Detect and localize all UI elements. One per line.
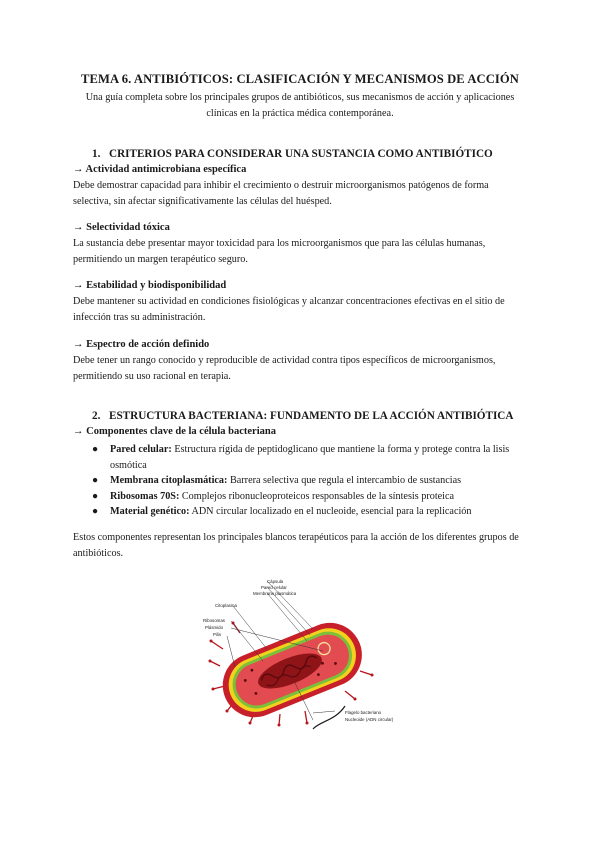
section-1-heading — [92, 148, 493, 160]
page-title: TEMA 6. ANTIBIÓTICOS: CLASIFICACIÓN Y MECANISMOS DE ACCIÓN — [80, 72, 519, 86]
arrow-icon: → — [73, 164, 84, 175]
list-item: ● Material genético: ADN circular localizado en el nucleoide, esencial para la replicación — [92, 504, 532, 520]
section-2-heading — [92, 410, 513, 422]
section-2-title: ESTRUCTURA BACTERIANA: FUNDAMENTO DE LA ACCIÓN ANTIBIÓTICA — [109, 410, 514, 422]
criterion-1-text: Debe demostrar capacidad para inhibir el crecimiento o destruir microorganismos patógenos de forma selectiva, sin afectar significativamente las células del huésped. — [73, 180, 489, 207]
bacterial-cell-diagram — [195, 571, 405, 731]
arrow-icon: → — [73, 426, 84, 437]
criterion-2-title: → Selectividad tóxica — [73, 222, 170, 233]
bullet-icon: ● — [92, 506, 99, 517]
label-citoplasma: Citoplasma — [215, 603, 237, 608]
criterion-3-text: Debe mantener su actividad en condiciones fisiológicas y alcanzar concentraciones efectivas en el sitio de infección tras su administración. — [73, 296, 505, 323]
bullet-icon: ● — [92, 490, 99, 502]
components-title: → Componentes clave de la célula bacteriana — [73, 426, 276, 437]
label-flagelo: Flagelo bacteriano — [345, 710, 382, 715]
list-item: ● Ribosomas 70S: Complejos ribonucleoproteicos responsables de la síntesis proteica — [92, 489, 532, 505]
criterion-2-text: La sustancia debe presentar mayor toxicidad para los microorganismos que para las células humanas, permitiendo un margen terapéutico seguro. — [73, 238, 486, 265]
arrow-icon: → — [73, 339, 84, 350]
label-ribosomas: Ribosomas — [203, 618, 225, 623]
bullet-icon: ● — [92, 475, 99, 486]
criterion-1-title: → Actividad antimicrobiana específica — [73, 164, 247, 175]
label-nucleoide: Nucleoide (ADN circular) — [345, 717, 394, 722]
criterion-3-title: → Estabilidad y biodisponibilidad — [73, 280, 227, 291]
components-list — [92, 442, 532, 520]
label-plasmido: Plásmido — [205, 625, 224, 630]
label-membrana: Membrana plasmática — [253, 591, 297, 596]
section-1-number: 1. — [92, 148, 101, 160]
flagellum — [313, 706, 345, 729]
criterion-4-title: → Espectro de acción definido — [73, 339, 210, 350]
list-item: ● Membrana citoplasmática: Barrera selectiva que regula el intercambio de sustancias — [92, 473, 532, 489]
page-subtitle: Una guía completa sobre los principales grupos de antibióticos, sus mecanismos de acción y aplicaciones clínicas en la práctica médica contemporánea. — [85, 92, 515, 119]
criterion-4-text: Debe tener un rango conocido y reproducible de actividad contra tipos específicos de microorganismos, permitiendo su uso racional en terapia. — [73, 355, 496, 382]
bullet-icon: ● — [92, 444, 99, 455]
list-item: ● Pared celular: Estructura rígida de peptidoglicano que mantiene la forma y protege contra la lisis osmótica — [92, 444, 510, 471]
arrow-icon: → — [73, 280, 84, 291]
label-pilis: Pilis — [213, 632, 222, 637]
arrow-icon: → — [73, 222, 84, 233]
section-1-title: CRITERIOS PARA CONSIDERAR UNA SUSTANCIA COMO ANTIBIÓTICO — [109, 148, 493, 160]
label-pared: Pared celular — [261, 585, 287, 590]
label-capsula: Cápsula — [267, 579, 284, 584]
section-2-number: 2. — [92, 410, 101, 422]
closing-paragraph: Estos componentes representan los principales blancos terapéuticos para la acción de los diferentes grupos de antibióticos. — [73, 532, 519, 559]
